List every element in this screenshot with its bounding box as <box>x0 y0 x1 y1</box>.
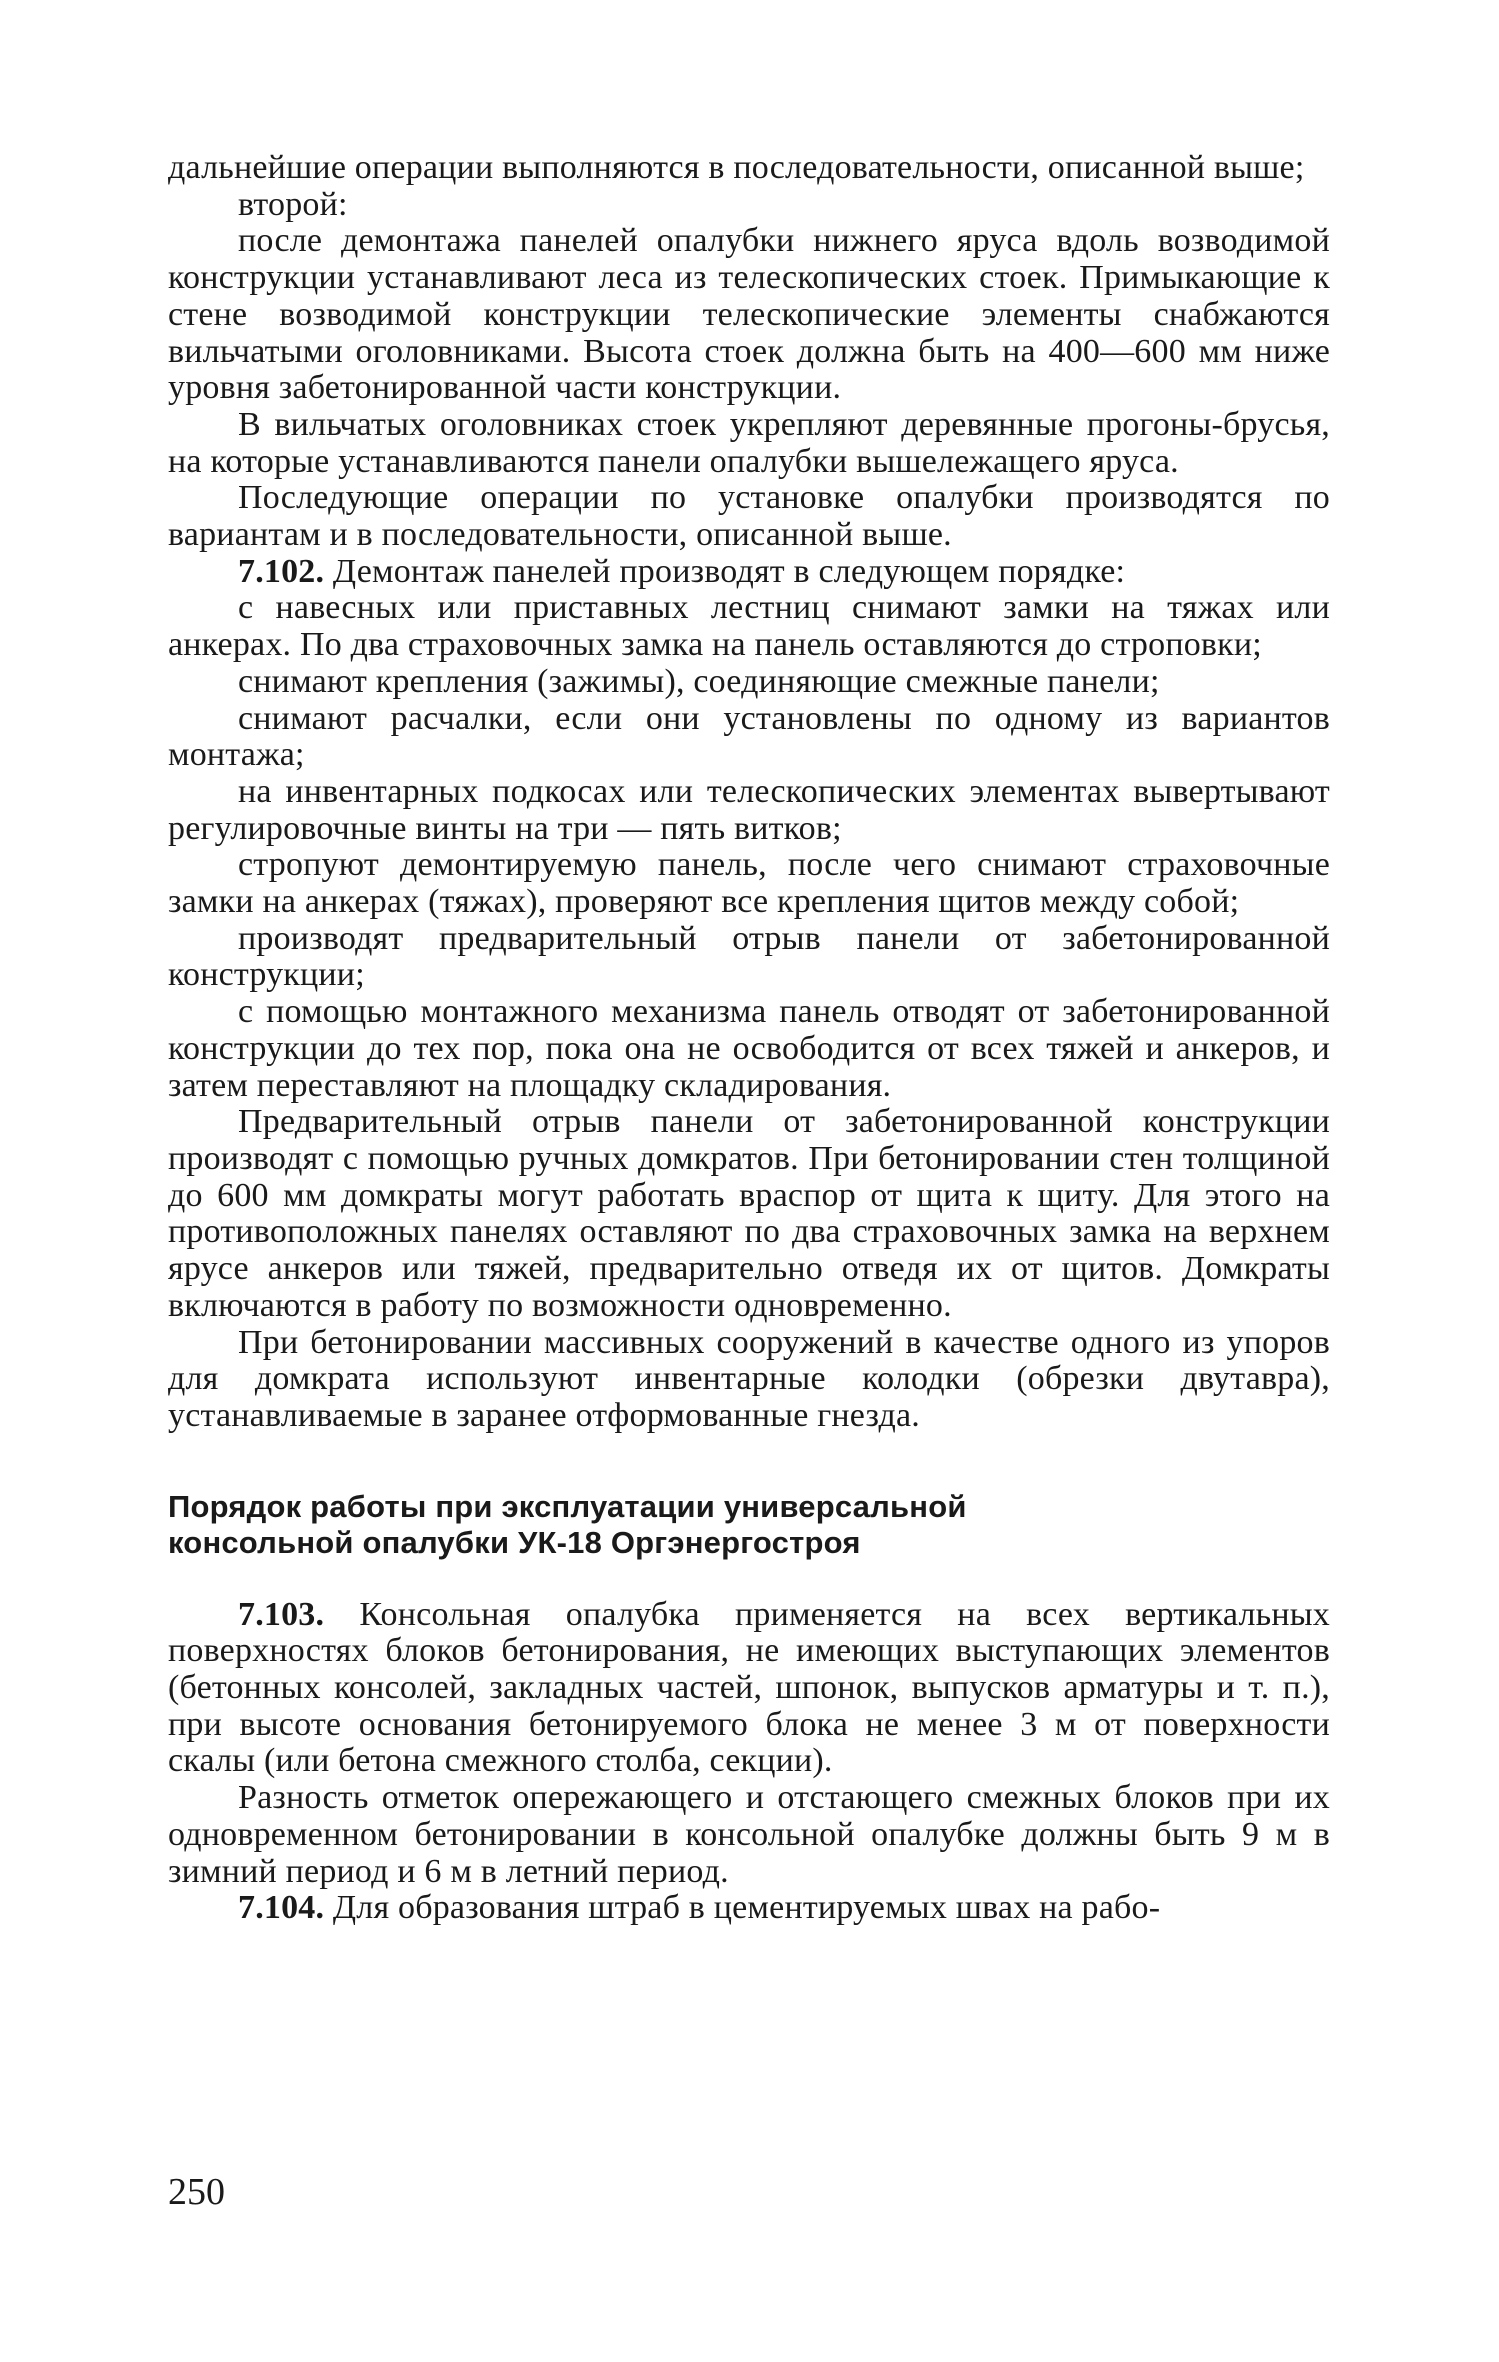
paragraph: второй: <box>238 185 348 223</box>
section-7-103 <box>168 1597 1330 1781</box>
list-item: с навесных или приставных лестниц снимают замки на тяжах или анкерах. По два страховочных замка на панель оставляются до строповки; <box>168 589 1330 664</box>
section-number: 7.102. <box>238 552 325 590</box>
paragraph: после демонтажа панелей опалубки нижнего яруса вдоль возводимой конструкции устанавливают леса из телескопических стоек. Примыкающие к стене возводимой конструкции телескопические элементы снабжаются вильчатыми оголовниками. Высота стоек должна быть на 400—600 мм ниже уровня забетонированной части конструкции. <box>168 222 1330 407</box>
list-item: снимают расчалки, если они установлены по одному из вариантов монтажа; <box>168 699 1330 774</box>
spacer <box>168 1435 1330 1489</box>
list-item: стропуют демонтируемую панель, после чего снимают страховочные замки на анкерах (тяжах), проверяют все крепления щитов между собой; <box>168 846 1330 921</box>
list-item: на инвентарных подкосах или телескопических элементах вывертывают регулировочные винты на три — пять витков; <box>168 772 1330 847</box>
paragraph: Последующие операции по установке опалубки производятся по вариантам и в последовательности, описанной выше. <box>168 479 1330 554</box>
section-7-104 <box>168 1890 1330 1927</box>
section-7-102 <box>168 554 1330 591</box>
list-item: снимают крепления (зажимы), соединяющие смежные панели; <box>238 662 1160 700</box>
heading-line: консольной опалубки УК-18 Оргэнергостроя <box>168 1524 861 1560</box>
section-text: Консольная опалубка применяется на всех вертикальных поверхностях блоков бетонирования, не имеющих выступающих элементов (бетонных консолей, закладных частей, шпонок, выпусков арматуры и т. п.), при высоте основания бетонируемого блока не менее 3 м от поверхности скалы (или бетона смежного столба, секции). <box>168 1595 1330 1780</box>
paragraph: дальнейшие операции выполняются в последовательности, описанной выше; <box>168 149 1305 186</box>
heading-line: Порядок работы при эксплуатации универсальной <box>168 1488 967 1524</box>
list-item: с помощью монтажного механизма панель отводят от забетонированной конструкции до тех пор, пока она не освободится от всех тяжей и анкеров, и затем переставляют на площадку складирования. <box>168 993 1330 1104</box>
section-text: Демонтаж панелей производят в следующем порядке: <box>324 552 1126 590</box>
section-heading <box>168 1489 1330 1561</box>
page-number: 250 <box>168 2171 225 2213</box>
paragraph: Разность отметок опережающего и отстающего смежных блоков при их одновременном бетонировании в консольной опалубке должны быть 9 м в зимний период и 6 м в летний период. <box>168 1779 1330 1890</box>
list-item: Предварительный отрыв панели от забетонированной конструкции производят с помощью ручных домкратов. При бетонировании стен толщиной до 600 мм домкраты могут работать враспор от щита к щиту. Для этого на противоположных панелях оставляют по два страховочных замка на верхнем ярусе анкеров или тяжей, предварительно отведя их от щитов. Домкраты включаются в работу по возможности одновременно. <box>168 1103 1330 1324</box>
list-item: производят предварительный отрыв панели от забетонированной конструкции; <box>168 919 1330 994</box>
section-number: 7.104. <box>238 1889 325 1927</box>
section-text: Для образования штраб в цементируемых швах на рабо- <box>324 1889 1161 1927</box>
paragraph: В вильчатых оголовниках стоек укрепляют деревянные прогоны-брусья, на которые устанавливаются панели опалубки вышележащего яруса. <box>168 405 1330 480</box>
list-item: При бетонировании массивных сооружений в качестве одного из упоров для домкрата используют инвентарные колодки (обрезки двутавра), устанавливаемые в заранее отформованные гнезда. <box>168 1323 1330 1434</box>
spacer <box>168 1561 1330 1597</box>
body-text <box>168 150 1330 1927</box>
section-number: 7.103. <box>238 1595 325 1633</box>
